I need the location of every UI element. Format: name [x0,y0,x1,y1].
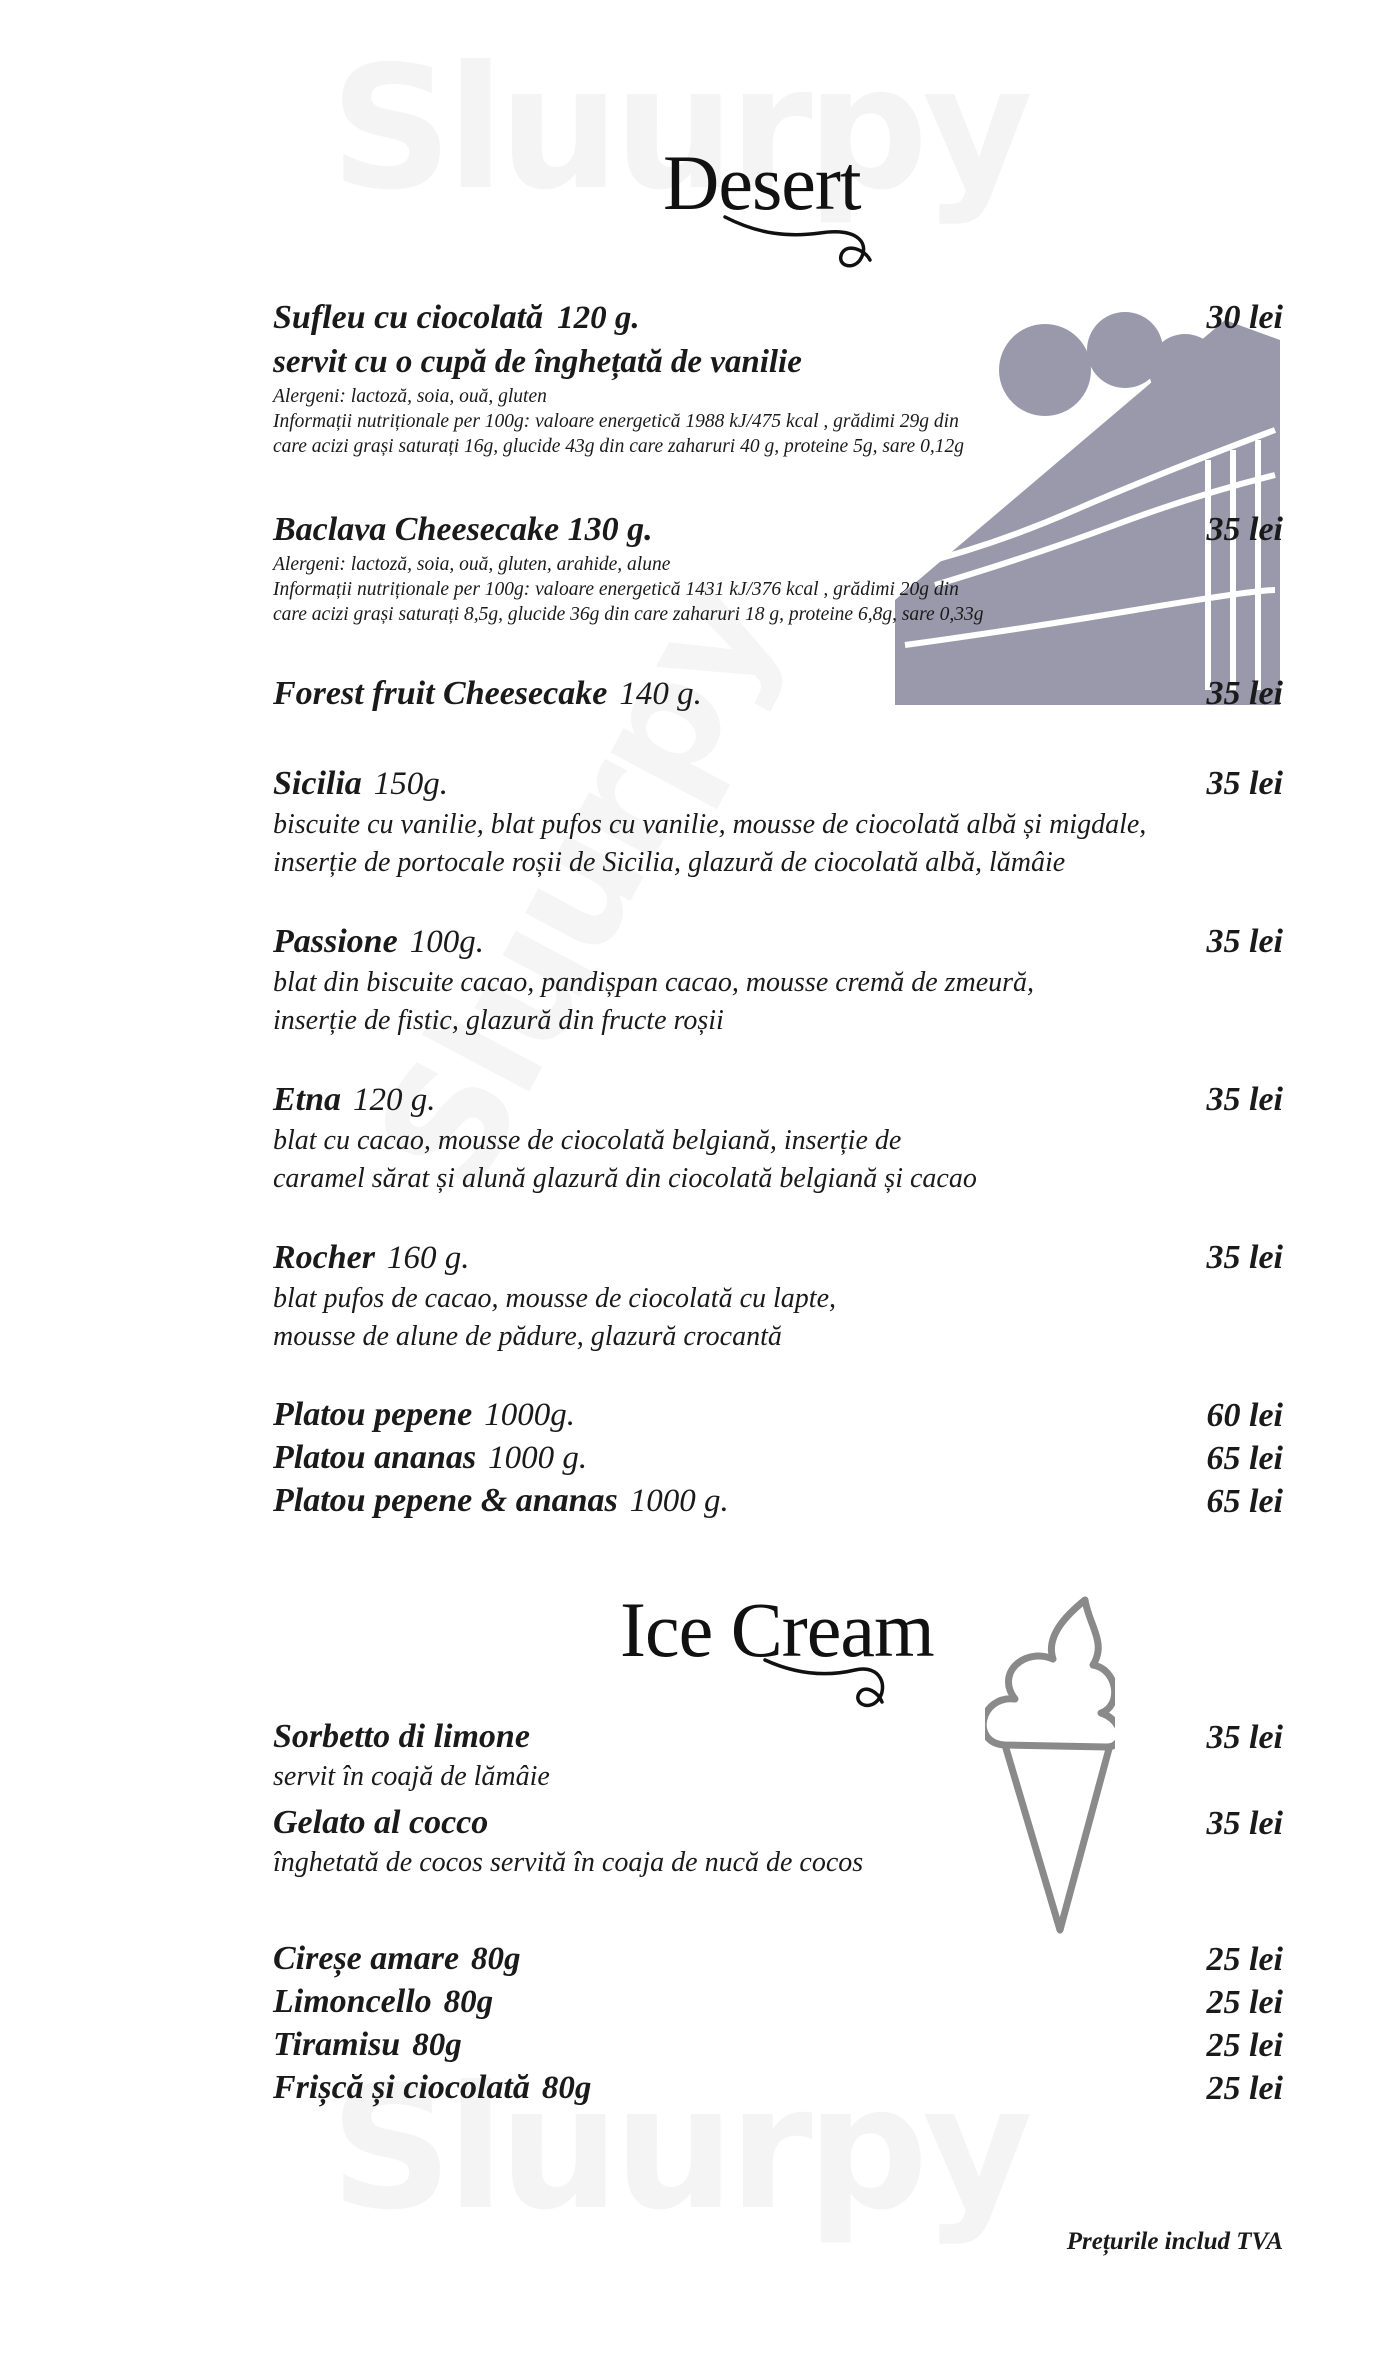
item-price: 35 lei [1206,1805,1283,1842]
item-weight: 120 g. [557,300,640,336]
item-price: 35 lei [1206,511,1283,548]
item-weight: 150g. [373,766,449,802]
item-description: înghetată de cocos servită în coaja de nucă de cocos [273,1847,864,1878]
menu-item-sufleu [273,296,1283,459]
item-weight: 80g [443,1984,494,2020]
item-allergens: Alergeni: lactoză, soia, ouă, gluten, arahide, alune [273,554,671,575]
item-price: 25 lei [1206,1984,1283,2021]
menu-item-rocher [273,1236,1283,1356]
item-name: Tiramisu [273,2026,401,2063]
item-price: 30 lei [1206,299,1283,336]
item-name: Frișcă și ciocolată [273,2069,530,2106]
item-name: Limoncello [273,1983,432,2020]
item-price: 35 lei [1206,1719,1283,1756]
item-weight: 120 g. [353,1082,436,1118]
menu-item-sicilia [273,762,1283,882]
item-price: 60 lei [1206,1397,1283,1434]
item-weight: 80g [412,2027,462,2063]
item-price: 35 lei [1206,1239,1283,1276]
item-nutrition-line: Informații nutriționale per 100g: valoare energetică 1988 kJ/475 kcal , grădimi 29g din [273,411,959,432]
item-price: 65 lei [1206,1440,1283,1477]
ice-cream-heading-flourish [760,1650,900,1720]
desert-heading-flourish [720,205,920,275]
item-name: Gelato al cocco [273,1804,489,1841]
item-weight: 80g [471,1941,521,1977]
item-name: Passione [273,923,398,960]
desert-heading: Desert [663,139,861,226]
item-price: 65 lei [1206,1483,1283,1520]
item-allergens: Alergeni: lactoză, soia, ouă, gluten [273,386,547,407]
item-weight: 80g [541,2070,592,2106]
item-price: 25 lei [1206,2027,1283,2064]
item-description: servit în coajă de lămâie [273,1761,550,1792]
item-name: Sufleu cu ciocolată [273,299,544,336]
item-name: Platou pepene [273,1396,473,1433]
item-description: blat din biscuite cacao, pandișpan cacao, mousse cremă de zmeură, [273,967,1035,998]
item-description: blat pufos de cacao, mousse de ciocolată cu lapte, [273,1283,836,1314]
menu-item-etna [273,1078,1283,1198]
menu-item-tiramisu [273,2024,1283,2066]
item-price: 35 lei [1206,675,1283,712]
vat-note: Prețurile includ TVA [1066,2228,1283,2255]
item-weight: 100g. [409,924,484,960]
menu-item-cirese-amare [273,1938,1283,1980]
item-weight: 1000 g. [488,1440,588,1476]
item-price: 25 lei [1206,2070,1283,2107]
item-price: 35 lei [1206,765,1283,802]
menu-item-limoncello [273,1981,1283,2023]
item-name: Rocher [273,1239,375,1276]
item-nutrition-line: care acizi grași saturați 8,5g, glucide 36g din care zaharuri 18 g, proteine 6,8g, sare 0,33g [273,604,984,625]
menu-item-platou-pepene-ananas [273,1480,1283,1522]
item-description: mousse de alune de pădure, glazură crocantă [273,1321,782,1352]
item-name: Platou pepene & ananas [273,1482,618,1519]
item-name: Sicilia [273,765,362,802]
item-weight: 1000 g. [629,1483,729,1519]
item-nutrition-line: Informații nutriționale per 100g: valoare energetică 1431 kJ/376 kcal , grădimi 20g din [273,579,959,600]
item-price: 35 lei [1206,923,1283,960]
menu-item-frisca-si-ciocolata [273,2067,1283,2109]
item-description: blat cu cacao, mousse de ciocolată belgiană, inserție de [273,1125,902,1156]
item-description: inserție de portocale roșii de Sicilia, glazură de ciocolată albă, lămâie [273,847,1066,878]
item-description: caramel sărat și alună glazură din ciocolată belgiană și cacao [273,1163,977,1194]
item-name: Forest fruit Cheesecake [273,675,608,712]
item-price: 35 lei [1206,1081,1283,1118]
item-name: Platou ananas [273,1439,477,1476]
item-name: Baclava Cheesecake 130 g. [273,511,653,548]
item-name: Sorbetto di limone [273,1718,530,1755]
menu-item-passione [273,920,1283,1040]
item-weight: 1000g. [484,1397,576,1433]
item-price: 25 lei [1206,1941,1283,1978]
item-name: Etna [273,1081,342,1118]
item-description: biscuite cu vanilie, blat pufos cu vanilie, mousse de ciocolată albă și migdale, [273,809,1147,840]
menu-item-sorbetto-di-limone [273,1716,1283,1796]
item-weight: 160 g. [387,1240,470,1276]
menu-item-forest-fruit-cheesecake [273,672,1283,716]
menu-item-baclava-cheesecake [273,508,1283,627]
menu-item-platou-ananas [273,1437,1283,1479]
menu-item-platou-pepene [273,1394,1283,1436]
menu-item-gelato-al-cocco [273,1802,1283,1882]
item-weight: 140 g. [619,676,702,712]
item-description: inserție de fistic, glazură din fructe roșii [273,1005,724,1036]
ice-cream-heading: Ice Cream [620,1586,934,1673]
item-nutrition-line: care acizi grași saturați 16g, glucide 43g din care zaharuri 40 g, proteine 5g, sare 0,12g [273,436,964,457]
item-name: Cireșe amare [273,1940,460,1977]
item-subtitle: servit cu o cupă de înghețată de vanilie [273,344,802,380]
